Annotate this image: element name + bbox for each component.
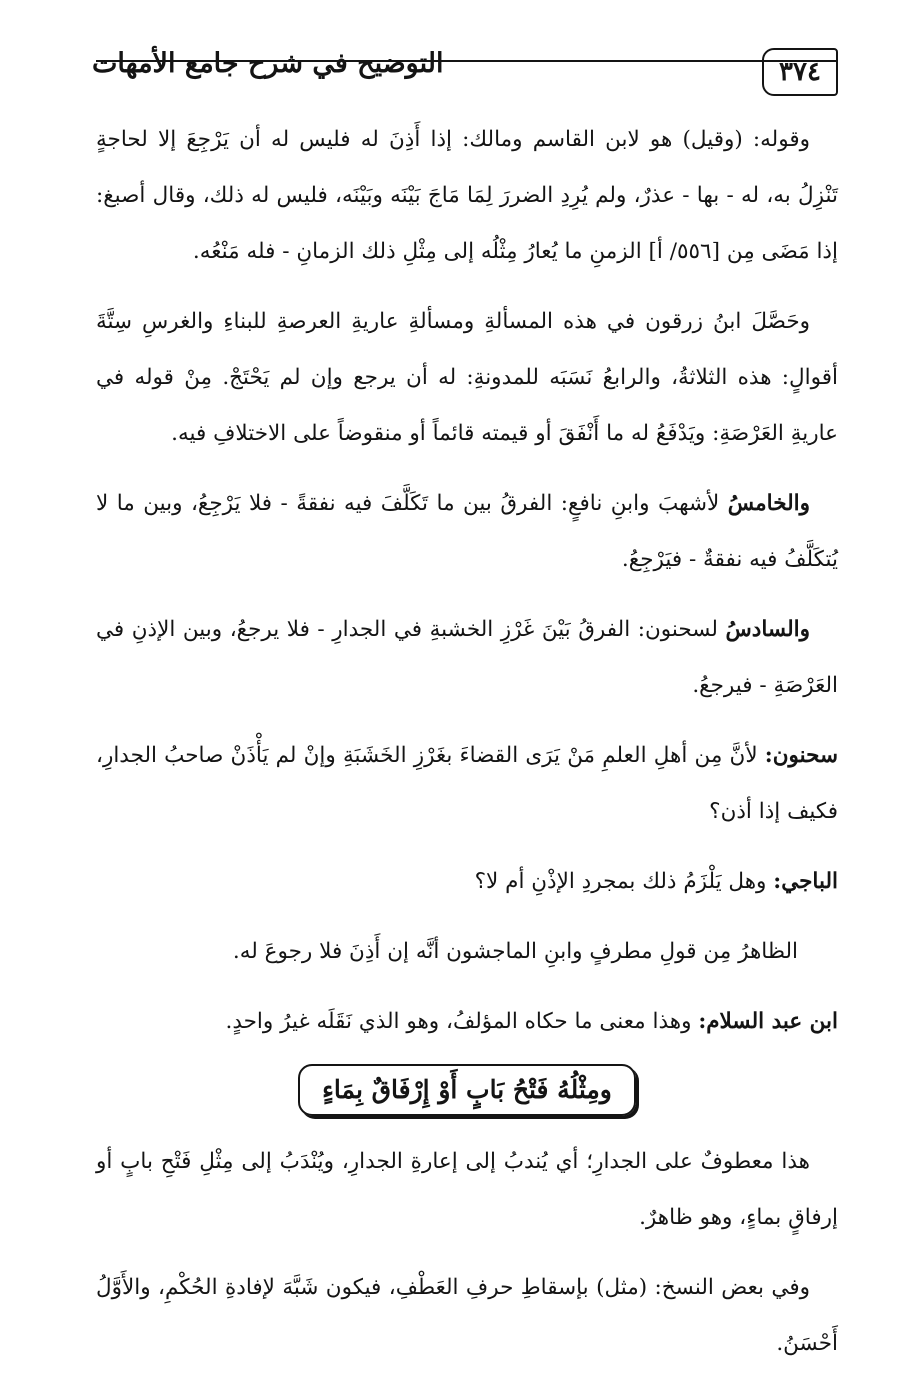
header-divider <box>96 60 838 62</box>
paragraph-lead: والسادسُ <box>725 617 810 642</box>
paragraph-lead: ابن عبد السلام: <box>698 1009 838 1034</box>
paragraph: الباجي: وهل يَلْزَمُ ذلك بمجردِ الإذْنِ أم لا؟ <box>474 869 838 894</box>
paragraph: وحَصَّلَ ابنُ زرقون في هذه المسألةِ ومسألةِ عاريةِ العرصةِ للبناءِ والغرسِ سِتَّةَ أقوالٍ: هذه الثلاثةُ، والرابعُ نَسَبَه للمدونةِ: له أن يرجع وإن لم يَحْتَجْ. مِنْ قوله في عاريةِ العَرْصَةِ: ويَدْفَعُ له ما أَنْفَقَ أو قيمته قائماً أو منقوضاً على الاختلافِ فيه. <box>96 309 838 446</box>
paragraph: هذا معطوفٌ على الجدارِ؛ أي يُندبُ إلى إعارةِ الجدارِ، ويُنْدَبُ إلى مِثْلِ فَتْحِ بابٍ أو إرفاقٍ بماءٍ، وهو ظاهرٌ. <box>96 1149 838 1230</box>
section-heading-wrap <box>96 1064 838 1116</box>
page-header <box>92 42 838 100</box>
paragraph-lead: الباجي: <box>773 869 838 894</box>
paragraph: وفي بعض النسخ: (مثل) بإسقاطِ حرفِ العَطْفِ، فيكون شَبَّهَ لإفادةِ الحُكْمِ، والأَوَّلُ أَحْسَنُ. <box>96 1275 838 1356</box>
paragraph: والخامسُ لأشهبَ وابنِ نافعٍ: الفرقُ بين ما تَكَلَّفَ فيه نفقةً - فلا يَرْجِعُ، وبين ما لا يُتكَلَّفُ فيه نفقةٌ - فيَرْجِعُ. <box>96 491 838 572</box>
paragraph: ابن عبد السلام: وهذا معنى ما حكاه المؤلفُ، وهو الذي نَقَلَه غيرُ واحدٍ. <box>225 1009 838 1034</box>
paragraph-lead: سحنون: <box>764 743 838 768</box>
page-number: ٣٧٤ <box>762 48 838 96</box>
paragraph: وقوله: (وقيل) هو لابن القاسم ومالك: إذا أَذِنَ له فليس له أن يَرْجِعَ إلا لحاجةٍ تَنْزِلُ به، له - بها - عذرٌ، ولم يُرِدِ الضررَ لِمَا مَاجَ بَيْنَه وبَيْنَه، فليس له ذلك، وقال أصبغ: إذا مَضَى مِن [٥٥٦/ أ] الزمنِ ما يُعارُ مِثْلُه إلى مِثْلِ ذلك الزمانِ - فله مَنْعُه. <box>96 127 838 264</box>
section-heading: ومِثْلُهُ فَتْحُ بَابٍ أَوْ إِرْفَاقٌ بِمَاءٍ <box>298 1064 636 1116</box>
paragraph: الظاهرُ مِن قولِ مطرفٍ وابنِ الماجشون أنَّه إن أَذِنَ فلا رجوعَ له. <box>232 939 798 964</box>
body-text <box>96 112 838 1386</box>
paragraph: سحنون: لأنَّ مِن أهلِ العلمِ مَنْ يَرَى القضاءَ بغَرْزِ الخَشَبَةِ وإنْ لم يَأْذَنْ صاحبُ الجدارِ، فكيف إذا أذن؟ <box>96 743 838 824</box>
paragraph: والسادسُ لسحنون: الفرقُ بَيْنَ غَرْزِ الخشبةِ في الجدارِ - فلا يرجعُ، وبين الإذنِ في العَرْصَةِ - فيرجعُ. <box>96 617 838 698</box>
paragraph-lead: والخامسُ <box>727 491 810 516</box>
running-title: التوضيح في شرح جامع الأمهات <box>92 48 444 79</box>
